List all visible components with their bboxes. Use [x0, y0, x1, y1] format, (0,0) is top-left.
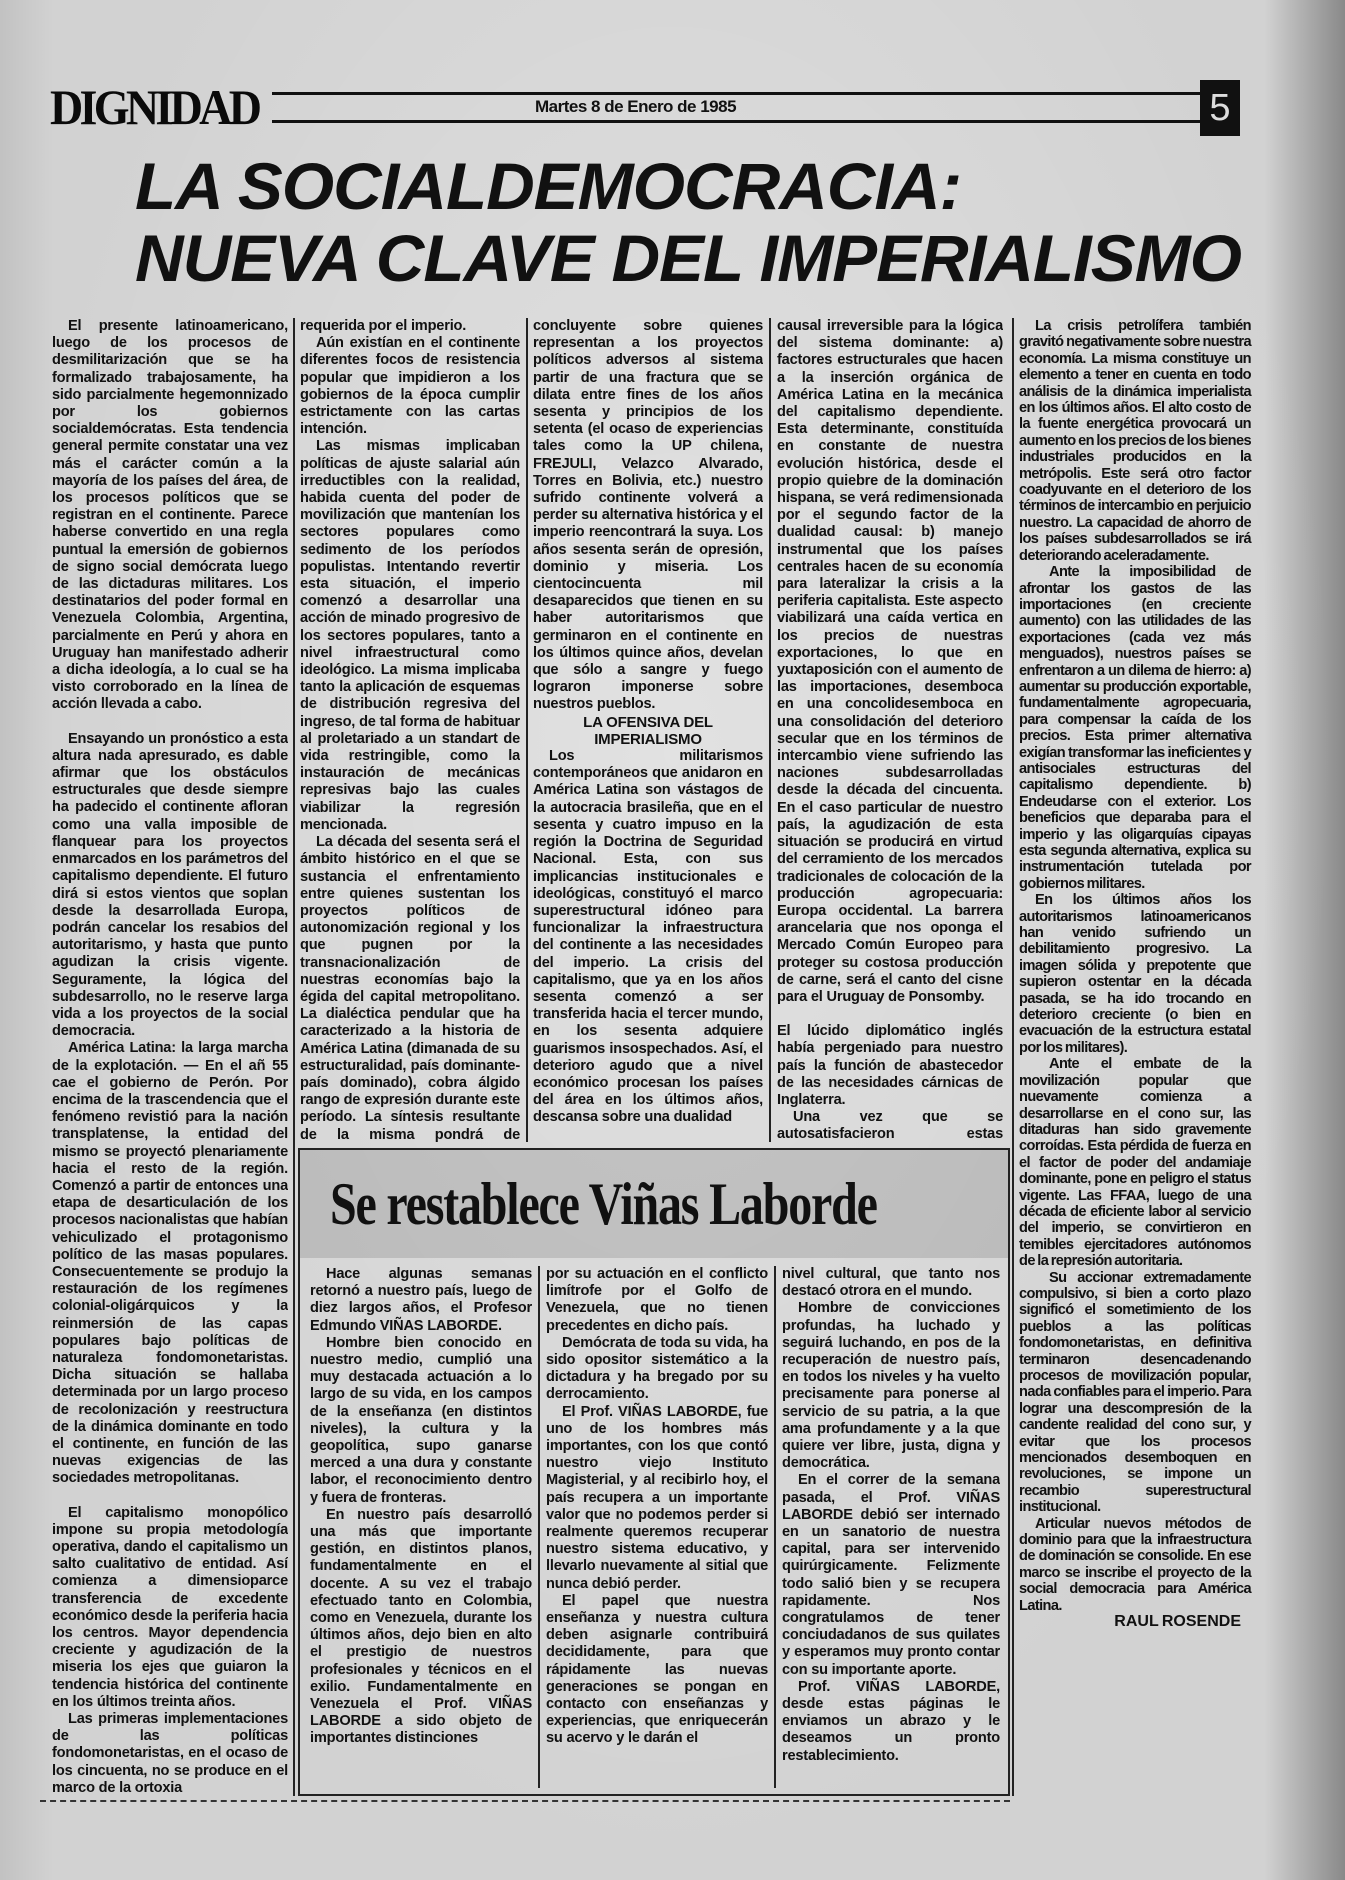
headline-line-2: NUEVA CLAVE DEL IMPERIALISMO [135, 221, 1241, 295]
author-byline: RAUL ROSENDE [1114, 1613, 1241, 1631]
paragraph: América Latina: la larga marcha de la explotación. — En el añ 55 cae el gobierno de Perón. Por encima de la trascendencia que el fenómeno revistió para la nación transplatense, la entidad del mismo se proyectó plenariamente hacia el resto de la región. Comenzó a partir de entonces una etapa de desarticulación de los procesos nacionalistas que habían vehiculizado el protagonismo político de las masas populares. Consecuentemente se produjo la restauración de los regímenes colonial-oligárquicos y la reinmersión de las capas populares bajo políticas de naturaleza fondomonetaristas. Dicha situación se hallaba determinada por un largo proceso de recolonización y reestructura de la dinámica dominante en todo el continente, en función de las nuevas exigencias de las sociedades metropolitanas. [52, 1040, 288, 1487]
boxed-article-header [300, 1150, 1008, 1258]
paragraph: Hace algunas semanas retornó a nuestro país, luego de diez largos años, el Profesor Edmundo VIÑAS LABORDE. [310, 1266, 532, 1334]
article-column-3 [533, 318, 763, 1142]
paragraph: La crisis petrolífera también gravitó negativamente sobre nuestra economía. La misma constituye un elemento a tener en cuenta en todo análisis de la dinámica imperialista en los últimos años. El alto costo de la fuente energética provocará un aumento en los precios de los bienes industriales producidos en la metrópolis. Este será otro factor coadyuvante en el deterioro de los términos de intercambio en perjuicio nuestro. La capacidad de ahorro de los países subdesarrollados se irá deteriorando aceleradamente. [1019, 318, 1251, 564]
paragraph: Hombre de convicciones profundas, ha luchado y seguirá luchando, en pos de la recuperación de nuestro país, en todos los niveles y ha vuelto precisamente para ponerse al servicio de su patria, a la que ama profundamente y a la que quiere ver libre, justa, digna y democrática. [782, 1300, 1000, 1472]
paragraph: Una vez que se autosatisfacieron estas [777, 1109, 1003, 1142]
paragraph: El presente latinoamericano, luego de los procesos de desmilitarización que se ha formalizado trabajosamente, ha sido parcialmente hegemonnizado por los gobiernos socialdemócratas. Esta tendencia general permite constatar una vez más el carácter común a la mayoría de los países del área, de los procesos políticos que se registran en el continente. Parece haberse convertido en una regla puntual la emersión de gobiernos de signo social demócrata luego de las dictaduras militares. Los destinatarios del poder formal en Venezuela Colombia, Argentina, parcialmente en Perú y ahora en Uruguay han manifestado adherir a dicha ideología, a lo cual se ha visto corroborado en la línea de acción llevada a cabo. [52, 318, 288, 713]
paragraph: Las primeras implementaciones de las políticas fondomonetaristas, en el ocaso de los cincuenta, no se produce en el marco de la ortoxia [52, 1711, 288, 1796]
article-column-1 [52, 318, 288, 1796]
paragraph: Aún existían en el continente diferentes focos de resistencia popular que impidieron a los gobiernos de la época cumplir estrictamente con las cartas intención. [300, 335, 520, 438]
paragraph: Ante la imposibilidad de afrontar los gastos de las importaciones (en creciente aumento) con las utilidades de las exportaciones (cada vez más menguados), nuestros países se enfrentaron a un dilema de hierro: a) aumentar su producción exportable, fundamentalmente agropecuaria, para compensar la caída de los precios. Esta primer alternativa exigían transformar las ineficientes y antisociales estructuras del capitalismo dependiente. b) Endeudarse con el exterior. Los beneficios que deparaba para el imperio y las oligarquías cipayas esta segunda alternativa, explica su instrumentación tutelada por gobiernos militares. [1019, 564, 1251, 892]
paragraph: Hombre bien conocido en nuestro medio, cumplió una muy destacada actuación a lo largo de su vida, en los campos de la enseñanza (en distintos niveles), la cultura y la geopolítica, supo ganarse merced a una dura y constante labor, el reconocimiento dentro y fuera de fronteras. [310, 1334, 532, 1506]
boxed-article [298, 1148, 1010, 1796]
masthead-rule [272, 120, 1200, 123]
paragraph: por su actuación en el conflicto limítrofe por el Golfo de Venezuela, que no tienen precedentes en dicho país. [546, 1266, 768, 1334]
page-bottom-rule [40, 1800, 1010, 1802]
boxed-column-1 [310, 1266, 532, 1788]
paragraph: En los últimos años los autoritarismos latinoamericanos han venido sufriendo un debilitamiento progresivo. La imagen sólida y prepotente que supieron ostentar en la década pasada, se ha ido trocando en deterioro creciente (o bien en evacuación de la estructura estatal por los militares). [1019, 892, 1251, 1056]
paragraph: Demócrata de toda su vida, ha sido opositor sistemático a la dictadura y ha bregado por su derrocamiento. [546, 1334, 768, 1403]
headline-line-1: LA SOCIALDEMOCRACIA: [135, 149, 962, 223]
paragraph: El capitalismo monopólico impone su propia metodología operativa, dando el capitalismo un salto cualitativo de entidad. Así comienza a dimensioparce transferencia de excedente económico desde la periferia hacia los centros. Mayor dependencia creciente y agudización de la miseria los ejes que guiaron la tendencia histórica del continente en los últimos treinta años. [52, 1504, 288, 1710]
paragraph: El Prof. VIÑAS LABORDE, fue uno de los hombres más importantes, con los que contó nuestro viejo Instituto Magisterial, y al recibirlo hoy, el país recupera a un importante valor que no podemos perder si realmente queremos recuperar nuestro sistema educativo, y llevarlo nuevamente al sitial que nunca debió perder. [546, 1403, 768, 1592]
article-column-5 [1019, 318, 1251, 1631]
section-subheading: LA OFENSIVA DEL IMPERIALISMO [583, 713, 713, 748]
masthead-rule [272, 92, 1200, 95]
column-divider [293, 318, 295, 1796]
article-column-4 [777, 318, 1003, 1142]
paragraph: En el correr de la semana pasada, el Prof. VIÑAS LABORDE debió ser internado en un sanatorio de nuestra capital, para ser intervenido quirúrgicamente. Felizmente todo salió bien y se recupera rapidamente. Nos congratulamos de tener conciudadanos de sus quilates y esperamos muy pronto contar con su importante aporte. [782, 1472, 1000, 1678]
newspaper-logo: DIGNIDAD [50, 79, 259, 135]
paragraph: El papel que nuestra enseñanza y nuestra cultura deben asignarle contribuirá decididamente, para que rápidamente las nuevas generaciones se pongan en contacto con enseñanzas y experiencias, que enriquecerán su acervo y le darán el [546, 1592, 768, 1747]
paragraph: Ensayando un pronóstico a esta altura nada apresurado, es dable afirmar que los obstáculos estructurales que desde siempre ha padecido el continente afloran como una valla imposible de flanquear para los proyectos enmarcados en los parámetros del capitalismo dependiente. El futuro dirá si estos vientos que soplan desde la desarrollada Europa, podrán cancelar los resabios del autoritarismo, y hasta que punto agudizan la crisis vigente. Seguramente, la lógica del subdesarrollo, no le reserve larga vida a los proyectos de la social democracia. [52, 730, 288, 1040]
paragraph: concluyente sobre quienes representan a los proyectos políticos adversos al sistema partir de una fractura que se dilata entre fines de los años sesenta y principios de los setenta (el ocaso de experiencias tales como la UP chilena, FREJULI, Velazco Alvarado, Torres en Bolivia, etc.) nuestro sufrido continente volverá a perder su alternativa histórica y el imperio reencontrará la suya. Los años sesenta serán de opresión, dominio y miseria. Los cientocincuenta mil desaparecidos que tienen en su haber autoritarismos que germinaron en el continente en los últimos quince años, develan que sólo a sangre y fuego lograron imponerse sobre nuestros pueblos. [533, 318, 763, 713]
column-divider [538, 1266, 540, 1788]
masthead [50, 80, 1240, 134]
paragraph: Articular nuevos métodos de dominio para que la infraestructura de dominación se consolide. En ese marco se inscribe el proyecto de la social democracia para América Latina. [1019, 1515, 1251, 1614]
boxed-column-2 [546, 1266, 768, 1788]
paragraph: Los militarismos contemporáneos que anidaron en América Latina son vástagos de la autocracia brasileña, que en el sesenta y cuatro impuso en la región la Doctrina de Seguridad Nacional. Esta, con sus implicancias institucionales e ideológicas, constituyó el marco superestructural idóneo para funcionalizar la infraestructura del continente a las necesidades del imperio. La crisis del capitalismo, que ya en los años sesenta comenzó a ser transferida hacia el tercer mundo, en los sesenta adquiere guarismos insospechados. Así, el deterioro agudo que a nivel económico procesan los países del área en los últimos años, descansa sobre una dualidad [533, 748, 763, 1126]
column-divider [774, 1266, 776, 1788]
article-headline [135, 150, 1241, 294]
article-column-2 [300, 318, 520, 1142]
paragraph: requerida por el imperio. [300, 318, 467, 334]
issue-date: Martes 8 de Enero de 1985 [535, 97, 737, 116]
paragraph: causal irreversible para la lógica del sistema dominante: a) factores estructurales que hacen a la inserción orgánica de América Latina en la mecánica del capitalismo dependiente. Esta determinante, constituída en constante de nuestra evolución histórica, desde el propio quiebre de la dominación hispana, se verá redimensionada por el segundo factor de la dualidad causal: b) manejo instrumental que los países centrales hacen de su economía para lateralizar la crisis a la periferia capitalista. Este aspecto viabilizará una caída vertica en los precios de nuestras exportaciones, lo que en yuxtaposición con el aumento de las importaciones, desemboca en una concolidesemboca en una consolidación del deterioro secular que en los términos de intercambio viene sufriendo las naciones subdesarrolladas desde la década del cincuenta. En el caso particular de nuestro país, la agudización de esta situación se producirá en virtud del cerramiento de los mercados tradicionales de colocación de la producción agropecuaria: Europa occidental. La barrera arancelaria que nos oponga el Mercado Común Europeo para proteger su costosa producción de carne, será el canto del cisne para el Uruguay de Ponsomby. [777, 318, 1003, 1005]
boxed-article-title: Se restablece Viñas Laborde [330, 1171, 877, 1237]
column-divider [526, 318, 528, 1142]
paragraph: nivel cultural, que tanto nos destacó otrora en el mundo. [782, 1266, 1000, 1300]
paragraph: Su accionar extremadamente compulsivo, si bien a corto plazo significó el sometimiento de los pueblos a las políticas fondomonetaristas, en definitiva terminaron desencadenando procesos de movilización popular, nada confiables para el imperio. Para lograr una descompresión de la candente realidad del cono sur, y evitar que los procesos mencionados desemboquen en revoluciones, se impone un recambio superestructural institucional. [1019, 1269, 1251, 1516]
column-divider [769, 318, 771, 1142]
column-divider [1012, 318, 1014, 1796]
paragraph: En nuestro país desarrolló una más que importante gestión, en distintos planos, fundamentalmente en el docente. A su vez el trabajo efectuado tanto en Colombia, como en Venezuela, durante los últimos años, dejo bien en alto el prestigio de nuestros profesionales y técnicos en el exilio. Fundamentalmente en Venezuela el Prof. VIÑAS LABORDE a sido objeto de importantes distinciones [310, 1506, 532, 1747]
page-number: 5 [1200, 80, 1240, 136]
paragraph: La década del sesenta será el ámbito histórico en el que se sustancia el enfrentamiento entre quienes sustentan los proyectos políticos de autonomización regional y los que pugnen por la transnacionalización de nuestras economías bajo la égida del capital metropolitano. La dialéctica pendular que ha caracterizado a la historia de América Latina (dimanada de su estructuralidad, país dominante-país dominado), cobra álgido rango de expresión durante este período. La síntesis resultante de la misma pondrá de [300, 834, 520, 1142]
paragraph: Las mismas implicaban políticas de ajuste salarial aún irreductibles con la realidad, habida cuenta del poder de movilización que mantenían los sectores populares como sedimento de los períodos populistas. Intentando revertir esta situación, el imperio comenzó a desarrollar una acción de minado progresivo de los sectores populares, tanto a nivel infraestructural como ideológico. La misma implicaba tanto la aplicación de esquemas de distribución regresiva del ingreso, de tal forma de habituar al proletariado a un standart de vida restringible, como la instauración de mecánicas represivas bajo las cuales viabilizar la regresión mencionada. [300, 438, 520, 833]
paragraph: Ante el embate de la movilización popular que nuevamente comienza a desarrollarse en el cono sur, las ditaduras han sido gravemente corroídas. Esta pérdida de fuerza en el factor de poder del andamiaje dominante, pone en peligro el status vigente. Las FFAA, luego de una década de eficiente labor al servicio del imperio, se convirtieron en temibles ejercitadores autónomos de la represión autoritaria. [1019, 1056, 1251, 1270]
paragraph: Prof. VIÑAS LABORDE, desde estas páginas le enviamos un abrazo y le deseamos un pronto restablecimiento. [782, 1678, 1000, 1764]
paragraph: El lúcido diplomático inglés había pergeniado para nuestro país la función de abastecedor de las necesidades cárnicas de Inglaterra. [777, 1023, 1003, 1108]
boxed-column-3 [782, 1266, 1000, 1788]
